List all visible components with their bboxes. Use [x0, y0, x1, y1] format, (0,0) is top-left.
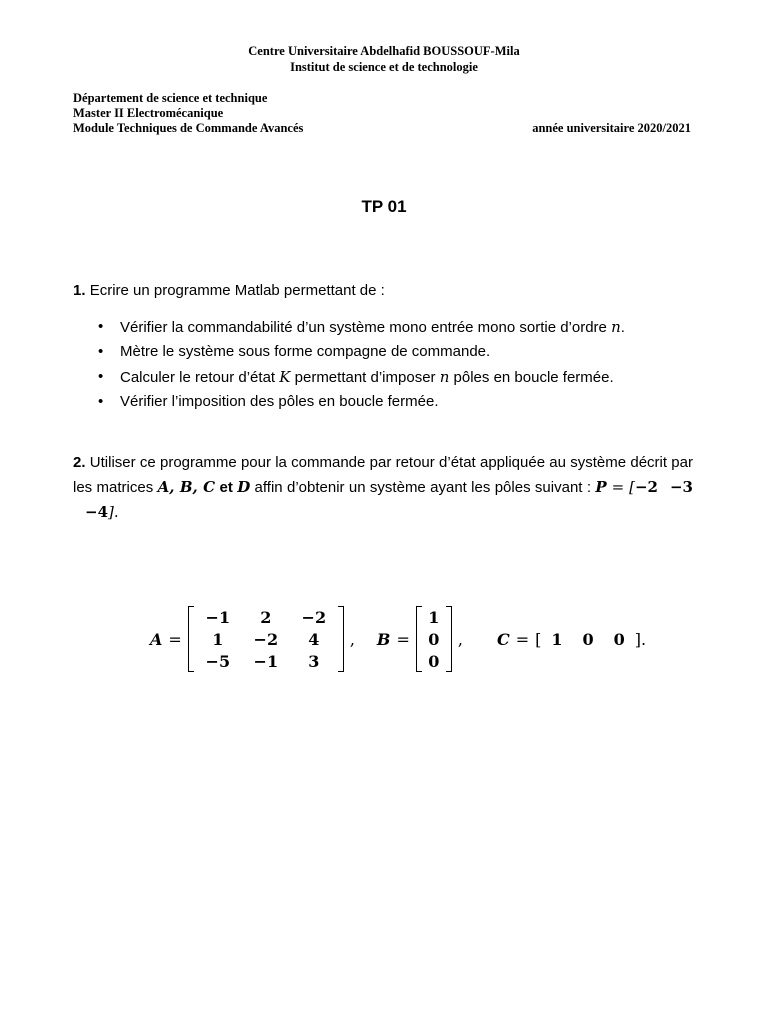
bullet-text: Calculer le retour d’état — [120, 369, 280, 386]
matrix-cell: 0 — [613, 629, 625, 649]
matrix-a — [188, 606, 344, 672]
matrix-b — [416, 606, 452, 672]
module-name: Module Techniques de Commande Avancés — [73, 121, 304, 135]
matrix-symbol: A — [157, 478, 170, 496]
list-item — [98, 392, 625, 417]
matrix-cell: −2 — [253, 629, 279, 649]
list-item — [98, 367, 625, 392]
matrix-cell: 0 — [582, 629, 594, 649]
pole-value: −4 — [85, 503, 109, 521]
bullet-text: Vérifier la commandabilité d’un système mono entrée mono sortie d’ordre — [120, 319, 612, 336]
math-symbol: K — [279, 368, 291, 386]
matrix-symbol: D — [237, 478, 251, 496]
master-program: Master II Electromécanique — [73, 106, 224, 120]
bullet-text-end: . — [620, 319, 625, 336]
matrix-symbol: C — [203, 478, 216, 496]
matrix-cell: 0 — [428, 651, 440, 671]
question-1-number: 1. — [73, 282, 86, 299]
bullet-text: Mètre le système sous forme compagne de commande. — [120, 343, 491, 360]
matrix-c: [ 1 0 0 ]. — [535, 629, 647, 649]
matrix-c-label: C — [496, 629, 510, 649]
matrix-equations: A = −1 2 −2 1 −2 4 −5 −1 3 , B = 1 0 0 , C = [ 1 0 0 ]. — [150, 607, 647, 671]
bullet-text-end: pôles en boucle fermée. — [449, 369, 614, 386]
matrix-b-label: B — [376, 629, 391, 649]
pole-value: −2 — [634, 478, 658, 496]
matrix-cell: 2 — [260, 607, 272, 627]
and-word: et — [219, 479, 233, 496]
department: Département de science et technique — [73, 91, 268, 105]
document-title: TP 01 — [361, 197, 407, 216]
poles-symbol: P — [595, 478, 607, 496]
matrix-cell: 1 — [551, 629, 563, 649]
matrix-cell: −5 — [205, 651, 231, 671]
matrix-symbol: B — [179, 478, 193, 496]
bullet-icon: • — [98, 343, 104, 360]
bullet-text-middle: permettant d’imposer — [290, 369, 440, 386]
bullet-icon: • — [98, 393, 104, 410]
matrix-cell: −2 — [301, 607, 327, 627]
list-item — [98, 317, 625, 342]
institution-name: Centre Universitaire Abdelhafid BOUSSOUF-Mila — [248, 44, 520, 58]
question-2-number: 2. — [73, 454, 86, 471]
question-1 — [73, 279, 693, 303]
bullet-icon: • — [98, 318, 104, 335]
list-item — [98, 342, 625, 367]
matrix-cell: 1 — [428, 607, 440, 627]
institute-name: Institut de science et de technologie — [290, 60, 478, 74]
question-1-bullet-list — [98, 317, 625, 417]
matrix-cell: −1 — [253, 651, 279, 671]
math-symbol: n — [611, 318, 621, 336]
pole-value: −3 — [669, 478, 693, 496]
math-symbol: n — [439, 368, 450, 386]
matrix-cell: 1 — [212, 629, 224, 649]
matrix-cell: −1 — [205, 607, 231, 627]
matrix-cell: 4 — [308, 629, 320, 649]
matrix-cell: 3 — [308, 651, 320, 671]
question-1-text: Ecrire un programme Matlab permettant de : — [89, 282, 385, 299]
matrix-a-label: A — [150, 629, 163, 649]
bullet-text: Vérifier l’imposition des pôles en boucle fermée. — [120, 393, 439, 410]
matrix-cell: 0 — [428, 629, 440, 649]
question-2-text-end: affin d’obtenir un système ayant les pôles suivant : — [250, 479, 596, 496]
academic-year: année universitaire 2020/2021 — [532, 121, 691, 135]
bullet-icon: • — [98, 368, 104, 385]
question-2-text: Utiliser ce programme pour la commande par retour d’état appliquée au système décrit par les matrices — [73, 454, 693, 496]
question-2: 2. Utiliser ce programme pour la commande par retour d’état appliquée au système décrit par les matrices A, B, C et D affin d’obtenir un système ayant les pôles suivant : P = [−2 −3−4]. — [73, 454, 693, 521]
